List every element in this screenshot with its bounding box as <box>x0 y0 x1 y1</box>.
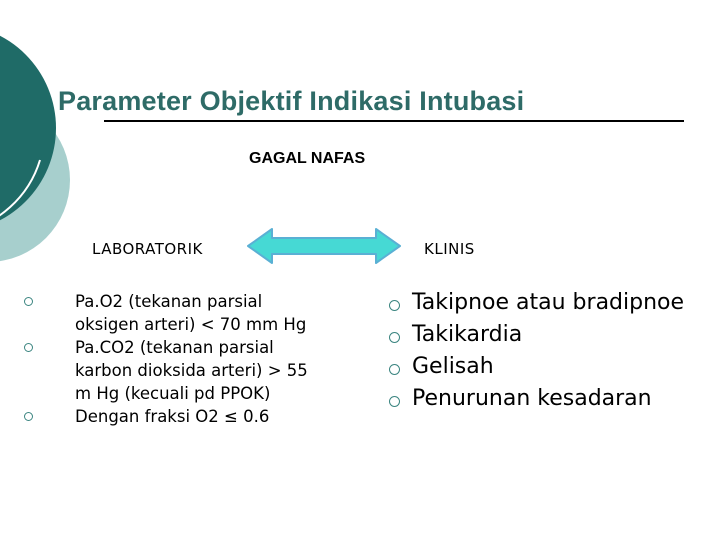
list-item <box>385 290 705 316</box>
list-item <box>24 405 314 428</box>
list-item <box>385 354 705 380</box>
page-title: Parameter Objektif Indikasi Intubasi <box>58 86 525 116</box>
list-item-text: Penurunan kesadaran <box>412 386 652 411</box>
list-item-text: Dengan fraksi O2 ≤ 0.6 <box>75 407 270 426</box>
klinis-heading: KLINIS <box>424 240 475 258</box>
decorative-circles <box>0 0 90 290</box>
hollow-circle-icon <box>389 396 400 407</box>
hollow-circle-icon <box>24 343 33 352</box>
list-item <box>24 290 314 336</box>
list-item <box>24 336 314 405</box>
hollow-circle-icon <box>24 412 33 421</box>
hollow-circle-icon <box>389 364 400 375</box>
double-headed-arrow-icon <box>246 226 402 266</box>
list-item-text: Pa.O2 (tekanan parsial oksigen arteri) < 70 mm Hg <box>75 292 307 334</box>
hollow-circle-icon <box>24 297 33 306</box>
laboratorik-list <box>24 290 314 428</box>
list-item <box>385 386 705 412</box>
list-item-text: Takipnoe atau bradipnoe <box>412 290 685 315</box>
hollow-circle-icon <box>389 300 400 311</box>
list-item-text: Pa.CO2 (tekanan parsial karbon dioksida arteri) > 55 m Hg (kecuali pd PPOK) <box>75 338 308 403</box>
hollow-circle-icon <box>389 332 400 343</box>
title-underline <box>104 120 684 122</box>
list-item <box>385 322 705 348</box>
list-item-text: Takikardia <box>412 322 523 347</box>
laboratorik-heading: LABORATORIK <box>92 240 203 258</box>
subtitle: GAGAL NAFAS <box>249 150 366 167</box>
klinis-list <box>385 290 705 418</box>
list-item-text: Gelisah <box>412 354 494 379</box>
